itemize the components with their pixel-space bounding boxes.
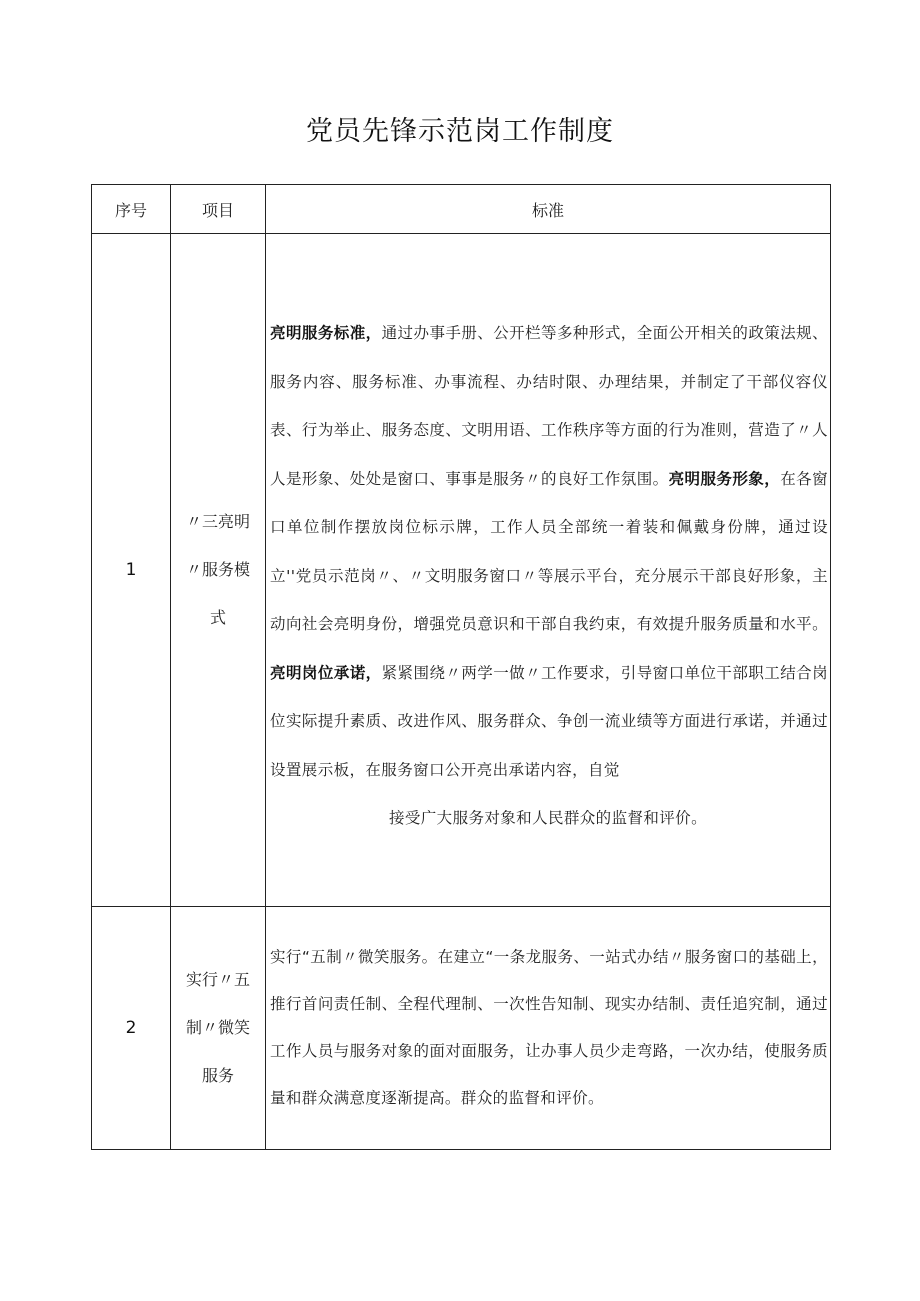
row-item xyxy=(171,234,266,907)
standard-bold-heading: 亮明服务标准， xyxy=(270,324,382,342)
row-number: 2 xyxy=(92,907,171,1150)
header-item: 项目 xyxy=(171,185,266,234)
row-item-text: 实行〃五制〃微笑服务 xyxy=(185,970,250,1085)
row-item-text: 〃三亮明〃服务模式 xyxy=(185,512,250,627)
standard-text: 在各窗口单位制作摆放岗位标示牌，工作人员全部统一着装和佩戴身份牌，通过设立''党员示范岗〃、〃文明服务窗口〃等展示平台，充分展示干部良好形象，主动向社会亮明身份，增强党员意识和干部自我约束，有效提升服务质量和水平。 xyxy=(270,469,828,633)
header-standard: 标准 xyxy=(266,185,831,234)
standards-table xyxy=(91,184,831,1150)
table-row xyxy=(92,234,831,907)
standard-paragraph: 实行“五制〃微笑服务。在建立“一条龙服务、一站式办结〃服务窗口的基础上，推行首问责任制、全程代理制、一次性告知制、现实办结制、责任追究制，通过工作人员与服务对象的面对面服务，让办事人员少走弯路，一次办结，使服务质量和群众满意度逐渐提高。群众的监督和评价。 xyxy=(270,948,828,1107)
standard-paragraph xyxy=(266,288,830,794)
table-row xyxy=(92,907,831,1150)
row-number: 1 xyxy=(92,234,171,907)
header-no: 序号 xyxy=(92,185,171,234)
standard-bold-heading: 亮明岗位承诺， xyxy=(270,663,382,682)
row-item xyxy=(171,907,266,1150)
page-title: 党员先锋示范岗工作制度 xyxy=(306,116,614,147)
row-standard xyxy=(266,234,831,907)
standard-text: 紧紧围绕〃两学一做〃工作要求，引导窗口单位干部职工结合岗位实际提升素质、改进作风、服务群众、争创一流业绩等方面进行承诺，并通过设置展示板，在服务窗口公开亮出承诺内容，自觉 xyxy=(270,663,828,779)
standard-text: 通过办事手册、公开栏等多种形式，全面公开相关的政策法规、服务内容、服务标准、办事流程、办结时限、办理结果，并制定了干部仪容仪表、行为举止、服务态度、文明用语、工作秩序等方面的行为准则，营造了〃人人是形象、处处是窗口、事事是服务〃的良好工作氛围。 xyxy=(270,324,828,488)
standard-bold-heading: 亮明服务形象， xyxy=(668,469,781,488)
table-header-row xyxy=(92,185,831,234)
standard-tail-line: 接受广大服务对象和人民群众的监督和评价。 xyxy=(388,809,707,827)
row-standard xyxy=(266,907,831,1150)
